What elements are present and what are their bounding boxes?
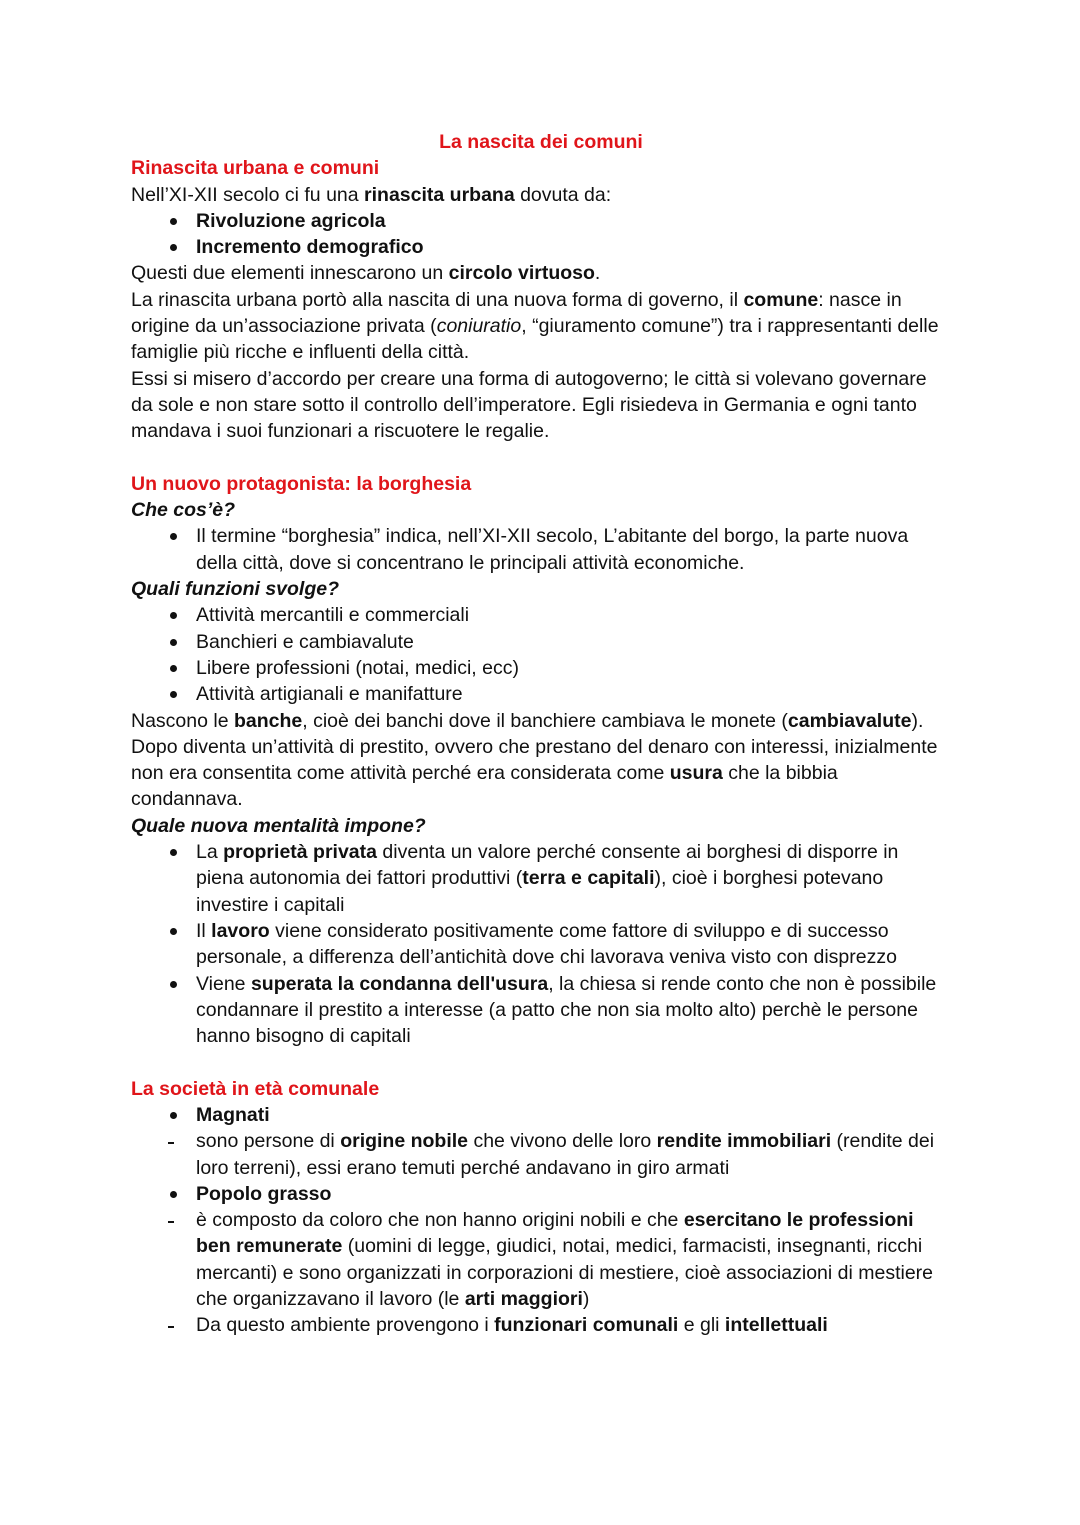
list-item: La proprietà privata diventa un valore perché consente ai borghesi di disporre in piena autonomia dei fattori produttivi (terra e capitali), cioè i borghesi potevano investire i capitali (131, 839, 951, 918)
list-item: Rivoluzione agricola (131, 208, 951, 234)
list-item: Attività artigianali e manifatture (131, 681, 951, 707)
list-item: Attività mercantili e commerciali (131, 602, 951, 628)
paragraph-autogoverno: Essi si misero d’accordo per creare una forma di autogoverno; le città si volevano governare da sole e non stare sotto il controllo dell’imperatore. Egli risiedeva in Germania e ogni tanto mandava i suoi funzionari a riscuotere le regalie. (131, 367, 927, 443)
question-che-cos-e: Che cos’è? (131, 499, 236, 522)
list-social-classes (131, 1102, 951, 1339)
paragraph-comune: La rinascita urbana portò alla nascita di una nuova forma di governo, il comune: nasce in origine da un’associazione privata (coniuratio, “giuramento comune”) tra i rappresentanti delle famiglie più ricche e influenti della città. (131, 288, 939, 364)
list-item: è composto da coloro che non hanno origini nobili e che esercitano le professioni ben remunerate (uomini di legge, giudici, notai, medici, farmacisti, insegnanti, ricchi mercanti) e sono organizzati in corporazioni di mestiere, cioè associazioni di mestiere che organizzavano il lavoro (le arti maggiori) (131, 1207, 951, 1312)
list-item-popolo-grasso: Popolo grasso (131, 1181, 951, 1207)
list-item: Da questo ambiente provengono i funzionari comunali e gli intellettuali (131, 1312, 951, 1338)
section-heading-borghesia: Un nuovo protagonista: la borghesia (131, 472, 472, 495)
paragraph-banche: Nascono le banche, cioè dei banchi dove il banchiere cambiava le monete (cambiavalute). Dopo diventa un’attività di prestito, ovvero che prestano del denaro con interessi, inizialmente non era consentita come attività perché era considerata come usura che la bibbia condannava. (131, 709, 938, 811)
list-item: Libere professioni (notai, medici, ecc) (131, 655, 951, 681)
list-item: Incremento demografico (131, 234, 951, 260)
list-causes (131, 208, 951, 261)
document-page (131, 129, 951, 1339)
list-functions (131, 602, 951, 707)
page-title: La nascita dei comuni (439, 131, 643, 153)
list-item: Il termine “borghesia” indica, nell’XI-XII secolo, L’abitante del borgo, la parte nuova della città, dove si concentrano le principali attività economiche. (131, 523, 951, 576)
paragraph-intro: Nell’XI-XII secolo ci fu una rinascita urbana dovuta da: (131, 183, 612, 206)
list-item: Banchieri e cambiavalute (131, 629, 951, 655)
list-definition (131, 523, 951, 576)
list-item: sono persone di origine nobile che vivono delle loro rendite immobiliari (rendite dei loro terreni), essi erano temuti perché andavano in giro armati (131, 1128, 951, 1181)
question-mentalita: Quale nuova mentalità impone? (131, 814, 426, 837)
paragraph-circolo: Questi due elementi innescarono un circolo virtuoso. (131, 262, 601, 285)
section-heading-societa: La società in età comunale (131, 1077, 380, 1100)
section-heading-rinascita: Rinascita urbana e comuni (131, 157, 380, 180)
list-item: Il lavoro viene considerato positivamente come fattore di sviluppo e di successo personale, a differenza dell’antichità dove chi lavorava veniva visto con disprezzo (131, 918, 951, 971)
list-item-magnati: Magnati (131, 1102, 951, 1128)
list-item: Viene superata la condanna dell'usura, la chiesa si rende conto che non è possibile condannare il prestito a interesse (a patto che non sia molto alto) perchè le persone hanno bisogno di capitali (131, 971, 951, 1050)
list-mentality (131, 839, 951, 1049)
question-funzioni: Quali funzioni svolge? (131, 578, 340, 601)
